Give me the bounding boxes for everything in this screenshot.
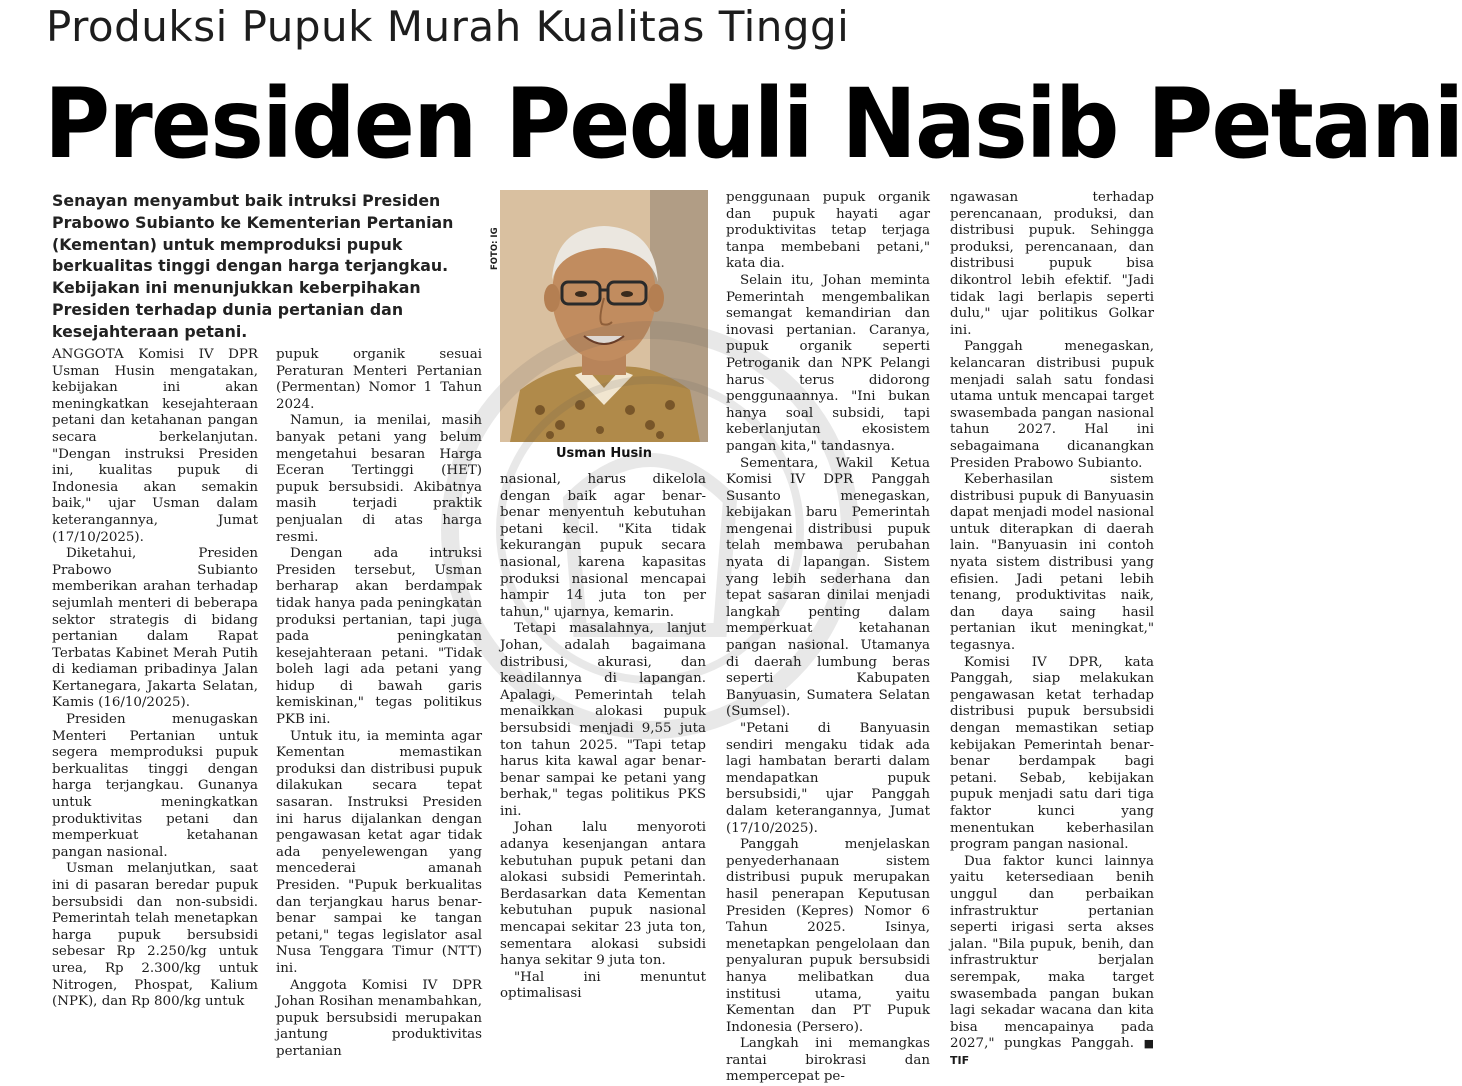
paragraph: Dengan ada intruksi Presiden tersebut, Usman berharap akan berdampak tidak hanya pada peningkatan produksi pertanian, tapi juga pada peningkatan kesejahteraan petani. "Tidak boleh lagi ada petani yang hidup di bawah garis kemiskinan," tegas politikus PKB ini. [276,546,482,728]
paragraph: Tetapi masalahnya, lanjut Johan, adalah bagaimana distribusi, akurasi, dan keadilannya di lapangan. Apalagi, Pemerintah telah menaikkan alokasi pupuk bersubsidi menjadi 9,55 juta ton tahun 2025. "Tapi tetap harus kita kawal agar benar-benar sampai ke petani yang berhak," tegas politikus PKS ini. [500,621,706,819]
photo-caption: Usman Husin [556,446,652,461]
paragraph: Panggah menjelaskan penyederhanaan sistem distribusi pupuk merupakan hasil penerapan Keputusan Presiden (Kepres) Nomor 6 Tahun 2025. Isinya, menetapkan pengelolaan dan penyaluran pupuk bersubsidi hanya melibatkan dua institusi utama, yaitu Kementan dan PT Pupuk Indonesia (Persero). [726,837,930,1035]
signoff: TIF [950,1053,970,1067]
paragraph: "Petani di Banyuasin sendiri mengaku tidak ada lagi hambatan berarti dalam mendapatkan pupuk bersubsidi," ujar Panggah dalam keterangannya, Jumat (17/10/2025). [726,721,930,836]
paragraph: Keberhasilan sistem distribusi pupuk di Banyuasin dapat menjadi model nasional untuk diterapkan di daerah lain. "Banyuasin ini contoh nyata sistem distribusi yang efisien. Jadi petani lebih tenang, produktivitas naik, dan daya saing hasil pertanian ikut meningkat," tegasnya. [950,472,1154,654]
portrait-icon [500,190,708,442]
paragraph: Untuk itu, ia meminta agar Kementan memastikan produksi dan distribusi pupuk dilakukan secara tepat sasaran. Instruksi Presiden ini harus dijalankan dengan pengawasan ketat agar tidak ada penyelewengan yang mencederai amanah Presiden. "Pupuk berkualitas dan terjangkau harus benar-benar sampai ke tangan petani," tegas legislator asal Nusa Tenggara Timur (NTT) ini. [276,728,482,976]
paragraph: penggunaan pupuk organik dan pupuk hayati agar produktivitas tetap terjaga tanpa membebani petani," kata dia. [726,190,930,272]
headline: Presiden Peduli Nasib Petani [44,68,1462,180]
paragraph: Namun, ia menilai, masih banyak petani yang belum mengetahui besaran Harga Eceran Tertinggi (HET) pupuk bersubsidi. Akibatnya masih terjadi praktik penjualan di atas harga resmi. [276,413,482,545]
kicker: Produksi Pupuk Murah Kualitas Tinggi [46,2,850,51]
paragraph: Selain itu, Johan meminta Pemerintah mengembalikan semangat kemandirian dan inovasi pertanian. Caranya, pupuk organik seperti Petroganik dan NPK Pelangi harus terus didorong penggunaannya. "Ini bukan hanya soal subsidi, tapi keberlanjutan ekosistem pangan kita," tandasnya. [726,272,930,454]
paragraph: pupuk organik sesuai Peraturan Menteri Pertanian (Permentan) Nomor 1 Tahun 2024. [276,347,482,412]
paragraph: Anggota Komisi IV DPR Johan Rosihan menambahkan, pupuk bersubsidi merupakan jantung produktivitas pertanian [276,977,482,1059]
paragraph: nasional, harus dikelola dengan baik agar benar-benar menyentuh kebutuhan petani kecil. "Kita tidak kekurangan pupuk secara nasional, karena kapasitas produksi nasional mencapai hampir 14 juta ton per tahun," ujarnya, kemarin. [500,472,706,620]
paragraph: Langkah ini memangkas rantai birokrasi dan mempercepat pe- [726,1036,930,1085]
paragraph: Panggah menegaskan, kelancaran distribusi pupuk menjadi salah satu fondasi utama untuk mencapai target swasembada pangan nasional tahun 2027. Hal ini sebagaimana dicanangkan Presiden Prabowo Subianto. [950,339,1154,471]
article-column-1 [52,347,258,1011]
lead-paragraph: Senayan menyambut baik intruksi Presiden Prabowo Subianto ke Kementerian Pertanian (Kementan) untuk memproduksi pupuk berkualitas tinggi dengan harga terjangkau. Kebijakan ini menunjukkan keberpihakan Presiden terhadap dunia pertanian dan kesejahteraan petani. [52,191,454,341]
article-column-2 [276,347,482,1061]
paragraph: ngawasan terhadap perencanaan, produksi, dan distribusi pupuk. Sehingga produksi, perencanaan, dan distribusi pupuk bisa dikontrol lebih efektif. "Jadi tidak lagi berlapis seperti dulu," ujar politikus Golkar ini. [950,190,1154,338]
photo-credit: FOTO: IG [490,227,500,270]
portrait-photo [500,190,708,442]
paragraph: ANGGOTA Komisi IV DPR Usman Husin mengatakan, kebijakan ini akan meningkatkan kesejahteraan petani dan ketahanan pangan secara berkelanjutan. "Dengan instruksi Presiden ini, kualitas pupuk di Indonesia akan semakin baik," ujar Usman dalam keterangannya, Jumat (17/10/2025). [52,347,258,545]
paragraph: Sementara, Wakil Ketua Komisi IV DPR Panggah Susanto menegaskan, kebijakan baru Pemerintah mengenai distribusi pupuk telah membawa perubahan nyata di lapangan. Sistem yang lebih sederhana dan tepat sasaran dinilai menjadi langkah penting dalam memperkuat ketahanan pangan nasional. Utamanya di daerah lumbung beras seperti Kabupaten Banyuasin, Sumatera Selatan (Sumsel). [726,455,930,720]
article-column-4 [726,190,930,1086]
paragraph: Komisi IV DPR, kata Panggah, siap melakukan pengawasan ketat terhadap distribusi pupuk bersubsidi dengan memastikan setiap kebijakan Pemerintah benar-benar berdampak bagi petani. Sebab, kebijakan pupuk menjadi satu dari tiga faktor kunci yang menentukan keberhasilan program pangan nasional. [950,654,1154,853]
paragraph: Usman melanjutkan, saat ini di pasaran beredar pupuk bersubsidi dan non-subsidi. Pemerintah telah menetapkan harga pupuk bersubsidi sebesar Rp 2.250/kg untuk urea, Rp 2.300/kg untuk Nitrogen, Phospat, Kalium (NPK), dan Rp 800/kg untuk [52,861,258,1010]
paragraph-text: Dua faktor kunci lainnya yaitu ketersediaan benih unggul dan perbaikan infrastruktur pertanian seperti irigasi serta akses jalan. "Bila pupuk, benih, dan infrastruktur berjalan serempak, maka target swasembada pangan bukan lagi sekadar wacana dan kita bisa mencapainya pada 2027," pungkas Panggah. [950,853,1154,1052]
article-column-5 [950,190,1154,1069]
paragraph: Presiden menugaskan Menteri Pertanian untuk segera memproduksi pupuk berkualitas tinggi dengan harga terjangkau. Gunanya untuk meningkatkan produktivitas petani dan memperkuat ketahanan pangan nasional. [52,712,258,860]
paragraph: Johan lalu menyoroti adanya kesenjangan antara kebutuhan pupuk petani dan alokasi subsidi Pemerintah. Berdasarkan data Kementan kebutuhan pupuk nasional mencapai sekitar 23 juta ton, sementara alokasi subsidi hanya sekitar 9 juta ton. [500,820,706,969]
paragraph [950,854,1154,1070]
paragraph: Diketahui, Presiden Prabowo Subianto memberikan arahan terhadap sejumlah menteri di beberapa sektor strategis di bidang pertanian dalam Rapat Terbatas Kabinet Merah Putih di kediaman pribadinya Jalan Kertanegara, Jakarta Selatan, Kamis (16/10/2025). [52,546,258,711]
paragraph: "Hal ini menuntut optimalisasi [500,969,706,1002]
article-column-3 [500,472,706,1003]
end-mark-icon: ■ [1143,1037,1154,1051]
